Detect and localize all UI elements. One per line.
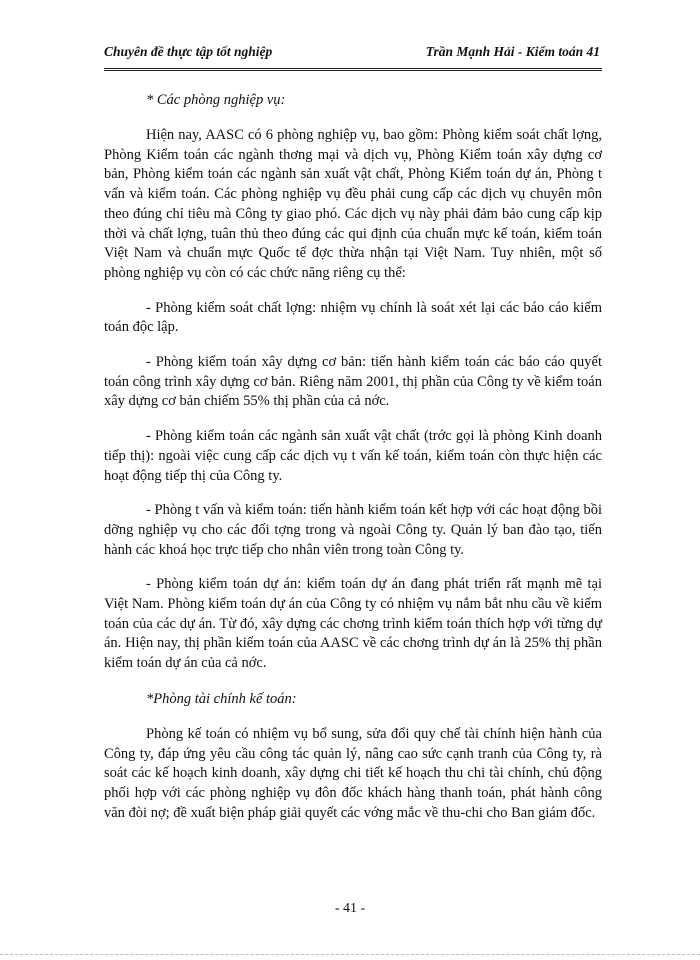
paragraph-construction-audit: - Phòng kiểm toán xây dựng cơ bản: tiến hành kiểm toán các báo cáo quyết toán công trình xây dựng cơ bản. Riêng năm 2001, thị phần của Công ty về kiểm toán xây dựng cơ bản chiếm 55% thị phần của cả nớc. — [104, 354, 602, 410]
section-heading-finance: *Phòng tài chính kế toán: — [146, 690, 297, 707]
page-header — [104, 40, 602, 71]
paragraph-production-audit: - Phòng kiểm toán các ngành sản xuất vật chất (trớc gọi là phòng Kinh doanh tiếp thị): ngoài việc cung cấp các dịch vụ t vấn kế toán, kiểm toán còn thực hiện các hoạt động tiếp thị của Công ty. — [104, 428, 602, 484]
header-left-title: Chuyên đề thực tập tốt nghiệp — [104, 44, 273, 59]
paragraph-consulting-audit: - Phòng t vấn và kiểm toán: tiến hành kiểm toán kết hợp với các hoạt động bồi dỡng nghiệp vụ cho các đối tợng trong và ngoài Công ty. Quản lý ban đào tạo, tiến hành các khoá học trực tiếp cho nhân viên trong toàn Công ty. — [104, 502, 602, 558]
section-heading-departments: * Các phòng nghiệp vụ: — [146, 92, 286, 108]
page-content — [104, 90, 602, 838]
page-number: - 41 - — [334, 901, 366, 916]
page-break-divider — [0, 954, 700, 955]
paragraph-quality-control: - Phòng kiểm soát chất lợng: nhiệm vụ chính là soát xét lại các báo cáo kiểm toán độc lập. — [104, 299, 602, 336]
paragraph-finance: Phòng kế toán có nhiệm vụ bổ sung, sửa đổi quy chế tài chính hiện hành của Công ty, đáp ứng yêu cầu công tác quản lý, nâng cao sức cạnh tranh của Công ty, rà soát các kế hoạch kinh doanh, xây dựng chi tiết kế hoạch thu chi tài chính, chủ động phối hợp với các phòng nghiệp vụ đôn đốc khách hàng thanh toán, phát hành công văn đòi nợ; đề xuất biện pháp giải quyết các vớng mắc về thu-chi cho Ban giám đốc. — [104, 725, 602, 821]
header-right-author: Trần Mạnh Hải - Kiểm toán 41 — [425, 44, 600, 59]
paragraph-intro: Hiện nay, AASC có 6 phòng nghiệp vụ, bao gồm: Phòng kiểm soát chất lợng, Phòng Kiểm toán các ngành thơng mại và dịch vụ, Phòng Kiểm toán xây dựng cơ bản, Phòng kiểm toán các ngành sản xuất vật chất, Phòng Kiểm toán dự án, Phòng t vấn và kiểm toán. Các phòng nghiệp vụ đều phải cung cấp các dịch vụ chuyên môn theo đúng chỉ tiêu mà Công ty giao phó. Các dịch vụ này phải đảm bảo cung cấp kịp thời và chất lợng, tuân thủ theo đúng các qui định của chuẩn mực kế toán, kiểm toán Việt Nam và chuẩn mực Quốc tế đợc thừa nhận tại Việt Nam. Tuy nhiên, một số phòng nghiệp vụ còn có các chức năng riêng cụ thể: — [104, 127, 602, 281]
paragraph-project-audit: - Phòng kiểm toán dự án: kiểm toán dự án đang phát triển rất mạnh mẽ tại Việt Nam. Phòng kiểm toán dự án của Công ty có nhiệm vụ nắm bắt nhu cầu về kiểm toán của các dự án. Từ đó, xây dựng các chơng trình kiểm toán thích hợp với từng dự án. Hiện nay, thị phần kiểm toán của AASC về các chơng trình dự án là 25% thị phần kiểm toán dự án của cả nớc. — [104, 576, 602, 672]
